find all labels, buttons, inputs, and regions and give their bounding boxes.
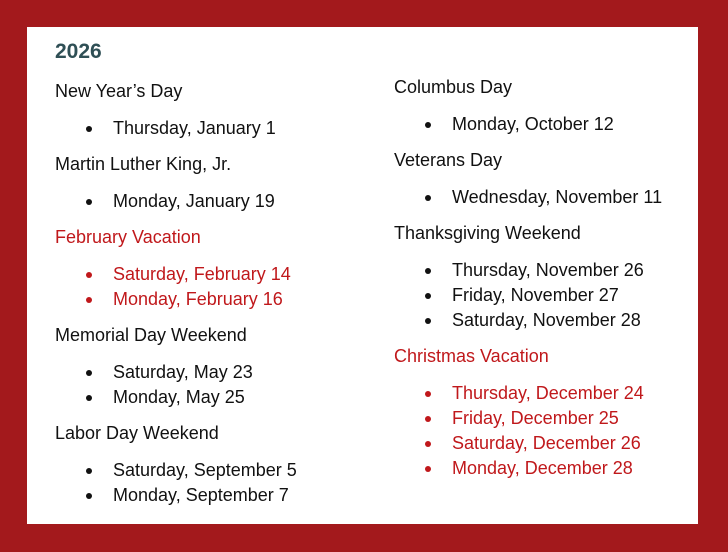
date-text: Saturday, September 5 [113,460,297,480]
date-item [55,360,297,385]
holiday-title: Columbus Day [394,77,513,97]
date-item [394,308,662,333]
bullet-icon [86,493,92,499]
holiday-veterans-day [394,149,662,210]
date-text: Saturday, May 23 [113,362,253,382]
holiday-title: Christmas Vacation [394,346,549,366]
date-text: Saturday, February 14 [113,264,291,284]
date-list [55,360,297,410]
holiday-new-years-day [55,80,297,141]
date-text: Saturday, November 28 [452,310,641,330]
bullet-icon [86,199,92,205]
date-item [55,287,297,312]
holiday-christmas-vacation [394,345,662,481]
year-heading: 2026 [55,40,102,63]
date-item [394,456,662,481]
bullet-icon [425,441,431,447]
date-list [55,189,297,214]
holiday-title: Memorial Day Weekend [55,325,247,345]
date-item [394,283,662,308]
date-list [394,185,662,210]
holiday-title: Martin Luther King, Jr. [55,154,232,174]
date-text: Wednesday, November 11 [452,187,663,207]
date-item [394,112,662,137]
date-item [55,458,297,483]
bullet-icon [425,195,431,201]
bullet-icon [86,370,92,376]
date-text: Saturday, December 26 [452,433,641,453]
bullet-icon [86,272,92,278]
holiday-title: February Vacation [55,227,201,247]
bullet-icon [425,268,431,274]
date-text: Monday, September 7 [113,485,289,505]
date-item [55,483,297,508]
holiday-memorial-day-weekend [55,324,297,410]
date-text: Friday, December 25 [452,408,619,428]
date-text: Thursday, December 24 [452,383,644,403]
date-text: Monday, January 19 [113,191,275,211]
date-item [394,258,662,283]
date-item [55,116,297,141]
date-list [55,116,297,141]
date-text: Thursday, November 26 [452,260,644,280]
bullet-icon [86,395,92,401]
date-text: Thursday, January 1 [113,118,276,138]
right-column [394,76,662,481]
holiday-title: Thanksgiving Weekend [394,223,581,243]
holiday-title: New Year’s Day [55,81,183,101]
bullet-icon [425,466,431,472]
holiday-february-vacation [55,226,297,312]
holiday-calendar-panel [27,27,698,524]
date-list [55,262,297,312]
holiday-columbus-day [394,76,662,137]
left-column [55,80,297,508]
date-list [55,458,297,508]
date-item [394,381,662,406]
date-item [394,185,662,210]
holiday-mlk-day [55,153,297,214]
bullet-icon [425,293,431,299]
date-item [55,262,297,287]
date-list [394,381,662,481]
date-list [394,112,662,137]
date-text: Monday, February 16 [113,289,283,309]
bullet-icon [425,122,431,128]
holiday-title: Labor Day Weekend [55,423,219,443]
date-item [55,189,297,214]
bullet-icon [425,416,431,422]
bullet-icon [425,318,431,324]
date-text: Monday, December 28 [452,458,633,478]
date-text: Monday, May 25 [113,387,245,407]
bullet-icon [86,297,92,303]
holiday-thanksgiving-weekend [394,222,662,333]
date-item [55,385,297,410]
date-list [394,258,662,333]
date-text: Monday, October 12 [452,114,614,134]
bullet-icon [86,468,92,474]
date-text: Friday, November 27 [452,285,619,305]
date-item [394,431,662,456]
holiday-title: Veterans Day [394,150,503,170]
bullet-icon [425,391,431,397]
bullet-icon [86,126,92,132]
holiday-labor-day-weekend [55,422,297,508]
date-item [394,406,662,431]
